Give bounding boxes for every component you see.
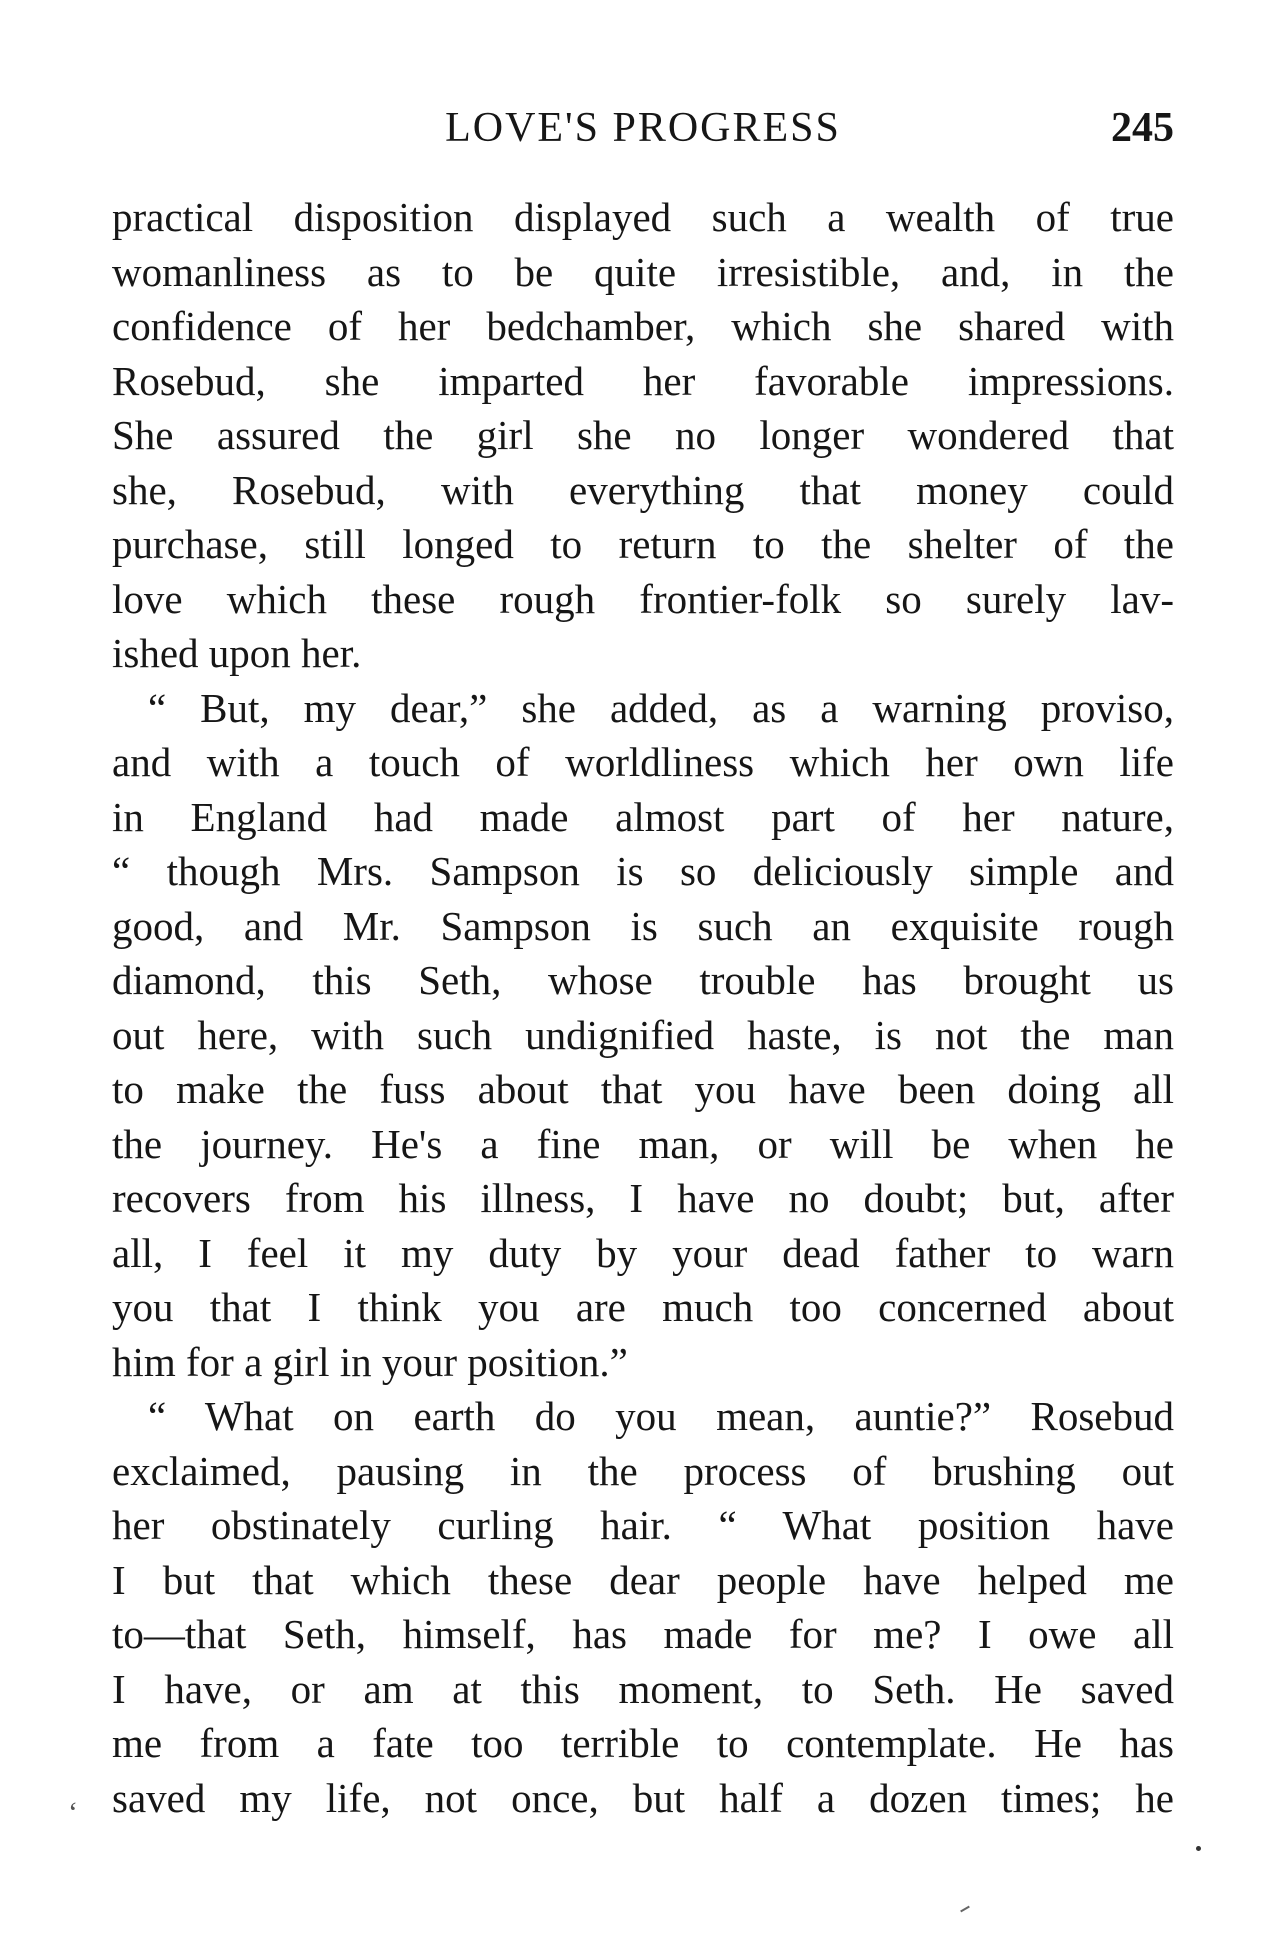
text-line: “ What on earth do you mean, auntie?” Rosebud xyxy=(148,1393,1174,1439)
text-line: in England had made almost part of her nature, xyxy=(112,793,1174,840)
text-line: saved my life, not once, but half a dozen times; he xyxy=(112,1774,1174,1821)
text-line: exclaimed, pausing in the process of brushing out xyxy=(112,1447,1174,1494)
text-line: diamond, this Seth, whose trouble has brought us xyxy=(112,957,1174,1003)
text-line: love which these rough frontier-folk so surely lav- xyxy=(112,575,1174,622)
scan-speck xyxy=(1196,1846,1201,1851)
text-line: ished upon her. xyxy=(112,630,362,676)
running-title: LOVE'S PROGRESS xyxy=(445,105,841,151)
text-line: to make the fuss about that you have been doing all xyxy=(112,1066,1174,1112)
text-line: him for a girl in your position.” xyxy=(112,1338,628,1385)
text-line: purchase, still longed to return to the shelter of the xyxy=(112,521,1174,567)
text-line: the journey. He's a fine man, or will be when he xyxy=(112,1120,1174,1167)
text-line: I but that which these dear people have helped me xyxy=(112,1556,1174,1603)
page-number: 245 xyxy=(1111,105,1174,151)
text-line: all, I feel it my duty by your dead father to warn xyxy=(112,1229,1174,1276)
text-line: I have, or am at this moment, to Seth. He saved xyxy=(112,1665,1174,1712)
text-line: out here, with such undignified haste, is not the man xyxy=(112,1011,1174,1058)
text-line: good, and Mr. Sampson is such an exquisite rough xyxy=(112,902,1174,949)
text-line: you that I think you are much too concerned about xyxy=(112,1284,1174,1330)
text-line: confidence of her bedchamber, which she shared with xyxy=(112,303,1174,349)
text-line: “ But, my dear,” she added, as a warning proviso, xyxy=(148,684,1174,731)
text-line: practical disposition displayed such a wealth of true xyxy=(112,194,1174,240)
text-line: “ though Mrs. Sampson is so deliciously simple and xyxy=(112,848,1174,894)
text-line: womanliness as to be quite irresistible, and, in the xyxy=(112,248,1174,295)
text-line: me from a fate too terrible to contemplate. He has xyxy=(112,1720,1174,1766)
text-line: her obstinately curling hair. “ What position have xyxy=(112,1502,1174,1548)
text-line: and with a touch of worldliness which her own life xyxy=(112,739,1174,785)
body-text xyxy=(112,190,1174,1825)
running-head xyxy=(112,98,1174,158)
text-line: to—that Seth, himself, has made for me? I owe all xyxy=(112,1611,1174,1657)
scan-speck xyxy=(960,1906,970,1913)
text-line: she, Rosebud, with everything that money could xyxy=(112,466,1174,513)
text-line: She assured the girl she no longer wondered that xyxy=(112,412,1174,458)
text-line: recovers from his illness, I have no doubt; but, after xyxy=(112,1175,1174,1221)
margin-mark: ʻ xyxy=(68,1796,78,1829)
text-line: Rosebud, she imparted her favorable impressions. xyxy=(112,357,1174,404)
